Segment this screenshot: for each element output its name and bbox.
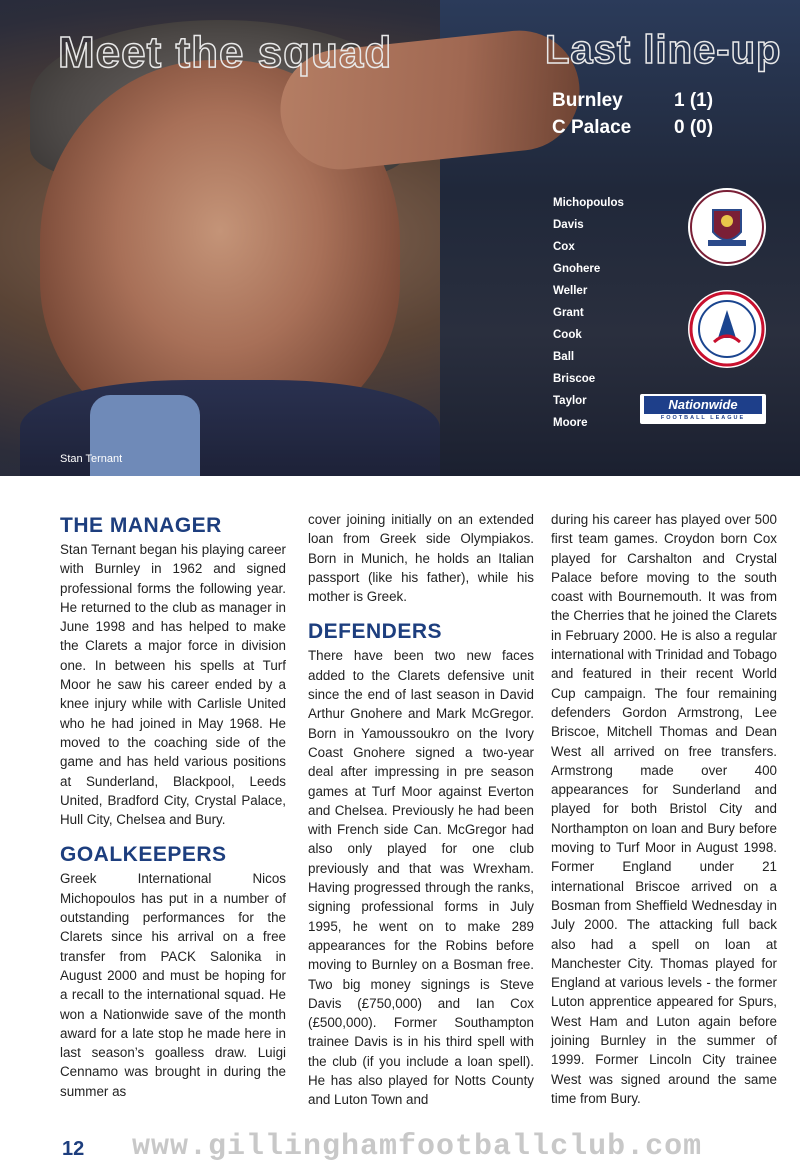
- lineup-list: [553, 192, 624, 434]
- sponsor-name: Nationwide: [644, 396, 762, 414]
- burnley-crest-icon: [688, 188, 766, 266]
- away-team: C Palace: [552, 117, 632, 138]
- photo-caption: Stan Ternant: [60, 453, 123, 465]
- lineup-player: Taylor: [553, 395, 587, 407]
- defenders-text: There have been two new faces added to the Clarets defensive unit since the end of last season in David Arthur Gnohere and Mark McGregor. Born in Yamoussoukro on the Ivory Coast Gnohere signed a two-year deal after impressing in pre season games at Turf Moor against Everton and Chelsea. Previously he had been with French side Can. McGregor had also only played for one club previously and that was Wrexham. Having progressed through the ranks, signing professional forms in July 1995, he went on to make 289 appearances for the Robins before moving to Burnley on a Bosman free. Two big money signings is Steve Davis (£750,000) and Ian Cox (£500,000). Former Southampton trainee Davis is in his third spell with the club (if you include a loan spell). He has also played for Notts County and Luton Town and: [308, 648, 534, 1108]
- lineup-player: Cook: [553, 329, 582, 341]
- lineup-player: Davis: [553, 219, 584, 231]
- goalkeepers-text: Greek International Nicos Michopoulos has put in a number of outstanding performances for the Clarets since his arrival on a free transfer from PACK Salonika in August 2000 and must be hoping for a recall to the international squad. He won a Nationwide save of the month award for a late stop he made here in last season’s goalless draw. Luigi Cennamo was brought in during the summer as: [60, 871, 286, 1099]
- lineup-title: Last line-up: [545, 28, 782, 72]
- column-3: [551, 510, 777, 1108]
- sponsor-subtitle: FOOTBALL LEAGUE: [660, 415, 746, 421]
- section-heading-defenders: DEFENDERS: [308, 620, 443, 644]
- section-heading-manager: THE MANAGER: [60, 514, 222, 537]
- footer-url: www.gillinghamfootballclub.com: [132, 1130, 703, 1164]
- home-team: Burnley: [552, 90, 623, 111]
- lineup-player: Cox: [553, 241, 575, 253]
- section-heading-goalkeepers: GOALKEEPERS: [60, 843, 227, 867]
- goalkeepers-text-continued: cover joining initially on an extended loan from Greek side Olympiakos. Born in Munich, he holds an Italian passport (like his father), while his mother is Greek.: [308, 512, 534, 605]
- lineup-player: Moore: [553, 417, 588, 429]
- defenders-text-continued: during his career has played over 500 first team games. Croydon born Cox played for Carshalton and Crystal Palace before moving to the south coast with Bournemouth. It was from the Cherries that he joined the Clarets in February 2000. He is also a regular international with Trinidad and Tobago and featured in their recent World Cup campaign. The four remaining defenders Gordon Armstrong, Lee Briscoe, Mitchell Thomas and Dean West all arrived on free transfers. Armstrong made over 400 appearances for Sunderland and played for both Bristol City and Northampton on loan and Bury before moving to Turf Moor in August 1998. Former England under 21 international Briscoe arrived on a Bosman from Sheffield Wednesday in July 2000. The attacking full back also had a spell on loan at Manchester City. Thomas played for England at various levels - the former Luton apprentice appeared for Spurs, West Ham and Luton again before joining Burnley in the summer of 1999. Former Lincoln City trainee West was signed around the same time from Bury.: [551, 512, 777, 1106]
- lineup-player: Weller: [553, 285, 588, 297]
- lineup-player: Michopoulos: [553, 197, 624, 209]
- crystal-palace-crest-icon: [688, 290, 766, 368]
- hero-photo: [0, 0, 800, 476]
- column-1: [60, 510, 286, 1101]
- lineup-player: Briscoe: [553, 373, 596, 385]
- page-number: 12: [62, 1138, 85, 1160]
- away-score: 0 (0): [674, 117, 714, 138]
- manager-text: Stan Ternant began his playing career with Burnley in 1962 and signed professional forms the following year. He returned to the club as manager in June 1998 and has helped to make the Clarets a major force in division one. In between his spells at Turf Moor he saw his career ended by a knee injury while with Carlisle United who he had joined in May 1968. He moved to the coaching side of the game and has held various positions at Sunderland, Blackpool, Leeds United, Bradford City, Crystal Palace, Hull City, Chelsea and Bury.: [60, 542, 286, 828]
- nationwide-logo: [640, 394, 766, 424]
- lineup-player: Gnohere: [553, 263, 601, 275]
- column-2: [308, 510, 534, 1110]
- home-score: 1 (1): [674, 90, 714, 111]
- lineup-player: Grant: [553, 307, 584, 319]
- lineup-player: Ball: [553, 351, 575, 363]
- page-title: Meet the squad: [58, 28, 393, 77]
